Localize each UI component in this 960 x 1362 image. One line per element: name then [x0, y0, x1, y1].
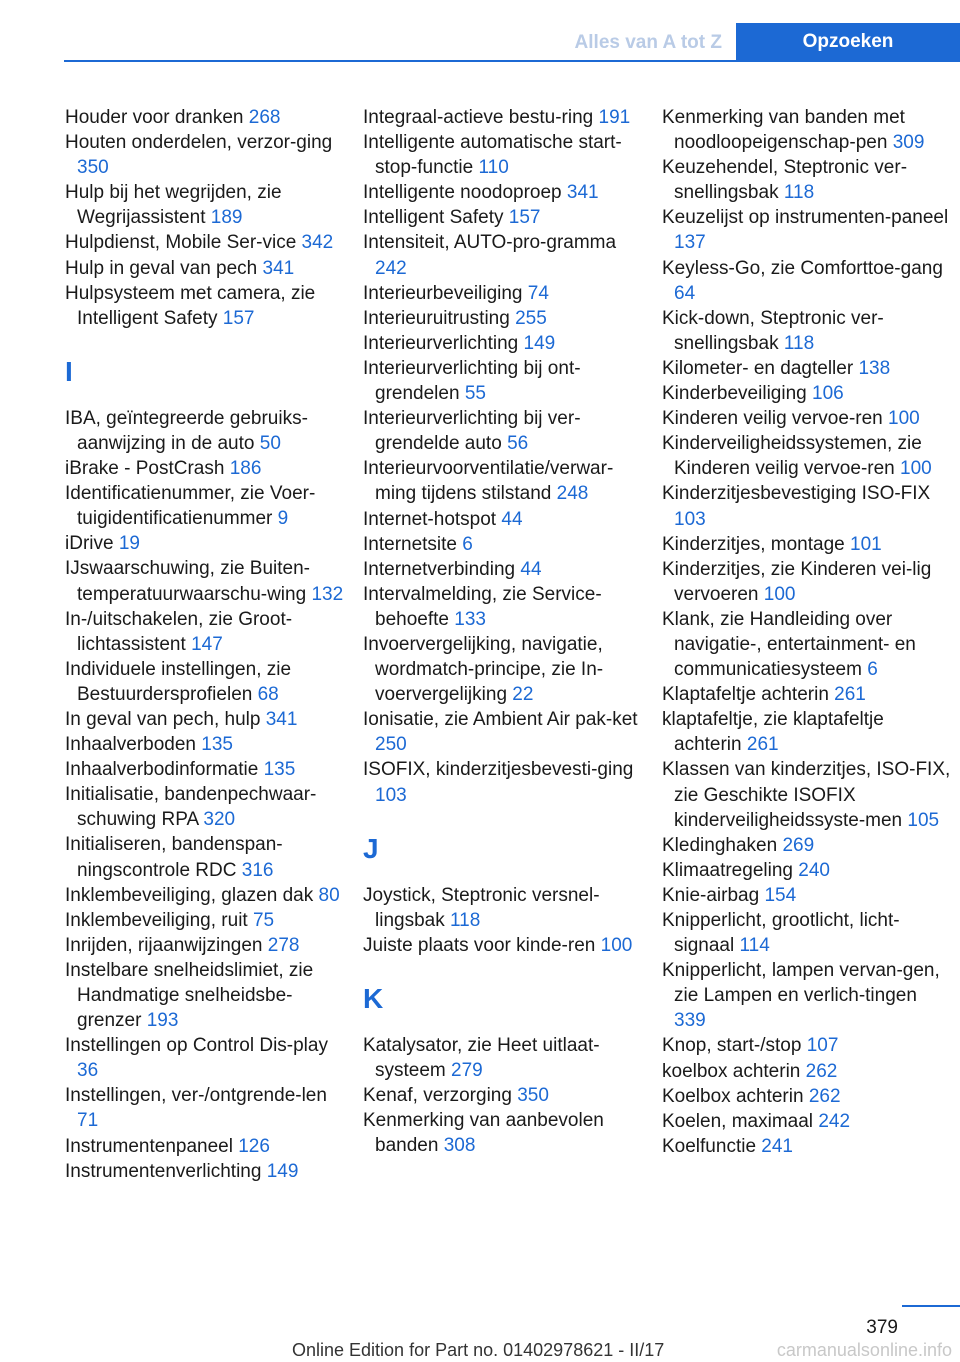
- index-entry: [662, 105, 952, 155]
- index-entry: [65, 281, 350, 331]
- index-entry-text: Integraal-actieve bestu-ring: [363, 107, 594, 128]
- index-entry-page-link[interactable]: 68: [257, 683, 279, 705]
- index-entry-page-link[interactable]: 137: [674, 232, 706, 254]
- index-entry-page-link[interactable]: 44: [520, 558, 542, 580]
- index-entry-page-link[interactable]: 110: [478, 157, 509, 179]
- index-entry: [662, 833, 952, 858]
- index-entry-text: Instellingen op Control Dis-play: [65, 1035, 328, 1057]
- index-letter-heading: K: [363, 982, 384, 1014]
- index-entry-text: Kick-down, Steptronic ver-snellingsbak: [662, 307, 884, 354]
- index-entry: [65, 657, 350, 707]
- index-entry: [363, 707, 648, 757]
- index-entry-page-link[interactable]: 157: [222, 307, 255, 329]
- index-entry-text: In-/uitschakelen, zie Groot-lichtassistent: [65, 608, 293, 655]
- index-entry-page-link[interactable]: 135: [263, 759, 296, 781]
- index-letter-heading: I: [65, 355, 73, 387]
- index-entry-text: Inrijden, rijaanwijzingen: [65, 934, 263, 956]
- index-entry: [65, 105, 350, 130]
- index-entry-text: iBrake - PostCrash: [65, 458, 225, 480]
- index-entry-page-link[interactable]: 242: [375, 257, 407, 279]
- index-entry-page-link[interactable]: 261: [834, 684, 866, 706]
- index-entry-page-link[interactable]: 154: [764, 884, 797, 906]
- header-tab-opzoeken[interactable]: Opzoeken: [736, 23, 960, 61]
- index-entry-page-link[interactable]: 80: [318, 884, 340, 906]
- index-entry-text: Houten onderdelen, verzor-ging: [65, 132, 333, 154]
- index-entry-page-link[interactable]: 149: [266, 1160, 299, 1182]
- index-entry-text: Kinderbeveiliging: [662, 383, 807, 405]
- index-entry-text: Interieurverlichting: [363, 332, 519, 354]
- index-entry-page-link[interactable]: 114: [739, 935, 770, 957]
- index-entry-text: Instelbare snelheidslimiet, zie Handmatige snelheidsbe-grenzer: [65, 959, 314, 1032]
- index-entry-text: Knipperlicht, grootlicht, licht-signaal: [662, 910, 900, 957]
- index-entry-text: Individuele instellingen, zie Bestuurdersprofielen: [65, 658, 292, 705]
- index-entry: [662, 256, 952, 306]
- index-entry-page-link[interactable]: 74: [527, 282, 549, 304]
- index-entry: [65, 1083, 350, 1133]
- index-entry-page-link[interactable]: 118: [783, 332, 815, 354]
- index-entry-page-link[interactable]: 262: [808, 1085, 841, 1107]
- index-entry-text: Intelligente automatische start-stop-functie: [363, 132, 622, 179]
- index-entry: [65, 707, 350, 732]
- index-entry-text: Keuzehendel, Steptronic ver-snellingsbak: [662, 157, 908, 204]
- index-entry: [662, 1084, 952, 1109]
- index-entry: [65, 406, 350, 456]
- index-entry-text: Interieuruitrusting: [363, 307, 510, 329]
- index-entry-text: Ionisatie, zie Ambient Air pak-ket: [363, 709, 638, 731]
- index-entry-text: Kenaf, verzorging: [363, 1085, 512, 1107]
- index-entry: [363, 230, 648, 280]
- index-entry: [363, 130, 648, 180]
- index-entry: [662, 481, 952, 531]
- index-entry-text: Katalysator, zie Heet uitlaat-systeem: [363, 1034, 600, 1081]
- index-entry-text: Inklembeveiliging, ruit: [65, 909, 248, 931]
- index-entry-text: Inhaalverboden: [65, 734, 196, 756]
- index-entry: [65, 456, 350, 481]
- index-column-3: [662, 105, 952, 1159]
- index-entry: [662, 908, 952, 958]
- index-entry-text: Identificatienummer, zie Voer-tuigidentificatienummer: [65, 483, 316, 530]
- index-entry-page-link[interactable]: 100: [888, 408, 920, 430]
- index-entry: [662, 858, 952, 883]
- index-entry-text: Hulpsysteem met camera, zie Intelligent Safety: [65, 282, 316, 329]
- index-entry-text: Klimaatregeling: [662, 859, 793, 881]
- index-entry-page-link[interactable]: 138: [858, 357, 891, 379]
- index-entry-page-link[interactable]: 100: [763, 583, 796, 605]
- index-entry-text: Kinderveiligheidssystemen, zie Kinderen veilig vervoe-ren: [662, 433, 922, 480]
- index-entry-text: Houder voor dranken: [65, 107, 244, 128]
- index-entry-text: ISOFIX, kinderzitjesbevesti-ging: [363, 759, 634, 781]
- index-entry: [65, 958, 350, 1033]
- index-entry: [662, 883, 952, 908]
- index-entry-page-link[interactable]: 193: [146, 1010, 179, 1032]
- index-entry-text: Knie-airbag: [662, 884, 760, 906]
- index-entry-text: Kenmerking van aanbevolen banden: [363, 1110, 604, 1157]
- watermark: carmanualsonline.info: [776, 1340, 952, 1360]
- index-entry-page-link[interactable]: 309: [892, 132, 925, 154]
- index-entry-page-link[interactable]: 100: [900, 458, 932, 480]
- index-entry-page-link[interactable]: 241: [761, 1135, 793, 1157]
- index-entry-page-link[interactable]: 101: [850, 533, 882, 555]
- index-entry-page-link[interactable]: 19: [118, 533, 140, 555]
- index-entry-text: Instellingen, ver-/ontgrende-len: [65, 1085, 327, 1107]
- index-entry: [363, 1108, 648, 1158]
- index-entry-page-link[interactable]: 339: [674, 1010, 706, 1032]
- index-entry-text: Koelen, maximaal: [662, 1110, 814, 1132]
- index-entry-text: Klassen van kinderzitjes, ISO-FIX, zie Geschikte ISOFIX kinderveiligheidssyste-men: [662, 759, 951, 831]
- index-entry-page-link[interactable]: 126: [238, 1135, 270, 1157]
- index-entry-page-link[interactable]: 36: [77, 1060, 99, 1082]
- index-entry: [65, 130, 350, 180]
- index-entry: [65, 732, 350, 757]
- index-entry-page-link[interactable]: 44: [501, 508, 523, 530]
- index-entry-page-link[interactable]: 6: [462, 533, 473, 555]
- index-entry-page-link[interactable]: 105: [907, 809, 940, 831]
- index-entry-page-link[interactable]: 248: [556, 483, 589, 505]
- index-entry-page-link[interactable]: 55: [464, 383, 486, 405]
- index-entry-text: Koelfunctie: [662, 1135, 757, 1157]
- index-entry: [363, 105, 648, 130]
- index-entry-text: Instrumentenverlichting: [65, 1160, 262, 1182]
- index-column-1: [65, 105, 350, 1184]
- index-entry-page-link[interactable]: 341: [566, 182, 599, 204]
- index-entry: [65, 782, 350, 832]
- index-entry-text: Interieurbeveiliging: [363, 282, 523, 304]
- index-entry: [65, 1033, 350, 1083]
- index-entry: [662, 1134, 952, 1159]
- header-section-label: Alles van A tot Z: [574, 32, 722, 53]
- index-entry: [363, 532, 648, 557]
- footer-edition: Online Edition for Part no. 01402978621 - II/17: [292, 1340, 665, 1360]
- index-entry-text: Kenmerking van banden met noodloopeigenschap-pen: [662, 107, 905, 154]
- index-entry-page-link[interactable]: 255: [515, 307, 547, 329]
- index-entry-page-link[interactable]: 71: [77, 1110, 99, 1132]
- index-entry-page-link[interactable]: 350: [517, 1085, 549, 1107]
- index-entry: [363, 1033, 648, 1083]
- index-entry-text: Knipperlicht, lampen vervan-gen, zie Lampen en verlich-tingen: [662, 960, 940, 1007]
- index-entry-text: iDrive: [65, 533, 114, 555]
- index-entry-page-link[interactable]: 278: [267, 934, 300, 956]
- index-entry-text: IJswaarschuwing, zie Buiten-temperatuurwaarschu-wing: [65, 558, 310, 605]
- index-entry: [662, 356, 952, 381]
- index-entry: [65, 607, 350, 657]
- index-entry-page-link[interactable]: 64: [674, 282, 696, 304]
- index-entry: [662, 607, 952, 682]
- index-entry-page-link[interactable]: 342: [301, 232, 334, 254]
- index-entry-page-link[interactable]: 262: [805, 1060, 838, 1082]
- index-entry-text: Initialisatie, bandenpechwaar-schuwing RPA: [65, 784, 317, 831]
- index-entry: [662, 707, 952, 757]
- index-entry: [363, 1083, 648, 1108]
- index-entry-text: Klank, zie Handleiding over navigatie-, entertainment- en communicatiesysteem: [662, 608, 916, 681]
- index-entry: [363, 180, 648, 205]
- index-entry-text: Joystick, Steptronic versnel-lingsbak: [363, 884, 600, 931]
- index-entry-page-link[interactable]: 341: [262, 257, 295, 279]
- index-entry-page-link[interactable]: 118: [783, 182, 815, 204]
- index-entry: [363, 507, 648, 532]
- index-entry-text: Inhaalverbodinformatie: [65, 759, 259, 781]
- index-entry-page-link[interactable]: 6: [867, 659, 878, 681]
- index-entry-text: Interieurvoorventilatie/verwar-ming tijdens stilstand: [363, 458, 614, 505]
- page-number: 379: [866, 1317, 898, 1338]
- index-entry: [65, 883, 350, 908]
- index-entry: [363, 331, 648, 356]
- index-entry-page-link[interactable]: 261: [746, 734, 779, 756]
- index-entry: [363, 757, 648, 807]
- index-entry: [662, 1033, 952, 1058]
- index-entry-page-link[interactable]: 75: [252, 909, 275, 931]
- index-entry-page-link[interactable]: 50: [259, 432, 281, 454]
- index-entry-page-link[interactable]: 189: [210, 207, 243, 229]
- index-entry: [65, 256, 350, 281]
- index-entry: [363, 281, 648, 306]
- index-entry-text: Internetverbinding: [363, 558, 516, 580]
- index-entry-text: Kledinghaken: [662, 834, 778, 856]
- index-entry: [662, 1109, 952, 1134]
- index-entry-page-link[interactable]: 308: [443, 1135, 476, 1157]
- index-entry-page-link[interactable]: 269: [782, 834, 815, 856]
- index-entry: [65, 1134, 350, 1159]
- index-entry-text: Internet-hotspot: [363, 508, 497, 530]
- index-entry-page-link[interactable]: 157: [508, 207, 541, 229]
- index-entry-page-link[interactable]: 268: [248, 107, 281, 128]
- index-entry: [363, 205, 648, 230]
- index-entry: [363, 306, 648, 331]
- index-entry: [662, 381, 952, 406]
- index-entry-text: Knop, start-/stop: [662, 1035, 802, 1057]
- index-entry-page-link[interactable]: 149: [523, 332, 556, 354]
- index-entry-text: Juiste plaats voor kinde-ren: [363, 934, 596, 956]
- index-letter-heading: J: [363, 832, 379, 864]
- index-entry: [65, 556, 350, 606]
- index-entry: [363, 582, 648, 632]
- index-entry: [662, 682, 952, 707]
- index-entry-page-link[interactable]: 191: [598, 107, 631, 128]
- index-entry-text: Kilometer- en dagteller: [662, 357, 854, 379]
- index-entry: [65, 481, 350, 531]
- index-entry: [662, 155, 952, 205]
- index-entry: [363, 356, 648, 406]
- index-entry-page-link[interactable]: 107: [806, 1035, 839, 1057]
- index-entry-text: Instrumentenpaneel: [65, 1135, 233, 1157]
- index-entry-text: Hulp bij het wegrijden, zie Wegrijassistent: [65, 182, 282, 229]
- index-entry-text: Kinderzitjesbevestiging ISO-FIX: [662, 483, 931, 505]
- index-entry-page-link[interactable]: 56: [507, 433, 529, 455]
- index-entry-page-link[interactable]: 279: [451, 1060, 483, 1081]
- index-entry-text: Klaptafeltje achterin: [662, 684, 829, 706]
- index-entry-page-link[interactable]: 350: [77, 157, 109, 179]
- index-entry: [662, 306, 952, 356]
- footer-rule: [902, 1305, 960, 1307]
- index-entry-page-link[interactable]: 22: [512, 684, 534, 706]
- index-entry-page-link[interactable]: 133: [454, 608, 486, 630]
- index-entry: [65, 908, 350, 933]
- index-entry-page-link[interactable]: 186: [229, 458, 262, 480]
- index-entry-text: Keyless-Go, zie Comforttoe-gang: [662, 257, 943, 279]
- index-entry-text: Koelbox achterin: [662, 1085, 804, 1107]
- index-entry: [662, 406, 952, 431]
- index-entry: [662, 958, 952, 1033]
- index-entry: [363, 933, 648, 958]
- index-entry-text: Interieurverlichting bij ont-grendelen: [363, 357, 581, 405]
- index-entry: [662, 205, 952, 255]
- index-entry: [363, 406, 648, 456]
- index-entry-page-link[interactable]: 103: [674, 508, 706, 530]
- index-entry-text: Intelligent Safety: [363, 207, 504, 229]
- index-entry: [65, 180, 350, 230]
- index-entry-page-link[interactable]: 242: [818, 1110, 851, 1132]
- index-entry-page-link[interactable]: 135: [201, 734, 233, 756]
- index-entry: [662, 1059, 952, 1084]
- index-entry: [363, 632, 648, 707]
- index-entry-text: IBA, geïntegreerde gebruiks-aanwijzing in de auto: [65, 407, 308, 454]
- index-entry-text: Kinderen veilig vervoe-ren: [662, 408, 883, 430]
- index-entry-page-link[interactable]: 9: [277, 508, 289, 530]
- index-entry-text: Intelligente noodoproep: [363, 182, 562, 204]
- index-entry-page-link[interactable]: 250: [375, 734, 407, 756]
- index-entry-text: klaptafeltje, zie klaptafeltje achterin: [662, 709, 884, 756]
- index-entry-page-link[interactable]: 147: [191, 633, 223, 655]
- index-entry: [662, 532, 952, 557]
- index-entry-page-link[interactable]: 320: [203, 809, 236, 831]
- index-entry: [65, 1159, 350, 1184]
- header-rule: [64, 60, 960, 62]
- index-entry-page-link[interactable]: 316: [241, 859, 274, 881]
- index-entry: [65, 230, 350, 255]
- index-entry-text: koelbox achterin: [662, 1060, 801, 1082]
- index-entry-text: Inklembeveiliging, glazen dak: [65, 884, 314, 906]
- index-entry: [662, 557, 952, 607]
- index-entry-text: Intervalmelding, zie Service-behoefte: [363, 583, 602, 630]
- index-entry-text: Invoervergelijking, navigatie, wordmatch-principe, zie In-voervergelijking: [363, 633, 604, 706]
- index-entry-text: Kinderzitjes, montage: [662, 533, 845, 555]
- index-entry-text: Hulp in geval van pech: [65, 257, 258, 279]
- index-entry-text: Keuzelijst op instrumenten-paneel: [662, 207, 949, 229]
- index-entry-page-link[interactable]: 341: [265, 708, 298, 730]
- index-entry: [363, 883, 648, 933]
- index-entry-page-link[interactable]: 103: [375, 784, 407, 806]
- index-entry-page-link[interactable]: 100: [600, 934, 633, 956]
- index-entry-page-link[interactable]: 132: [311, 583, 344, 605]
- index-entry-text: Initialiseren, bandenspan-ningscontrole RDC: [65, 834, 283, 881]
- index-entry: [363, 557, 648, 582]
- index-entry-text: In geval van pech, hulp: [65, 708, 261, 730]
- index-entry: [65, 531, 350, 556]
- index-column-2: [363, 105, 648, 1158]
- index-entry-page-link[interactable]: 240: [798, 859, 830, 881]
- index-entry-text: Hulpdienst, Mobile Ser-vice: [65, 232, 297, 254]
- index-entry-text: Internetsite: [363, 533, 457, 555]
- index-entry: [65, 832, 350, 882]
- index-entry: [65, 757, 350, 782]
- index-entry-text: Kinderzitjes, zie Kinderen vei-lig vervoeren: [662, 558, 932, 605]
- index-entry-page-link[interactable]: 106: [812, 383, 844, 405]
- index-entry: [662, 757, 952, 832]
- index-entry-page-link[interactable]: 118: [450, 909, 481, 931]
- index-entry: [65, 933, 350, 958]
- index-entry-text: Intensiteit, AUTO-pro-gramma: [363, 232, 617, 254]
- index-entry: [363, 456, 648, 506]
- index-entry: [662, 431, 952, 481]
- index-entry-text: Interieurverlichting bij ver-grendelde auto: [363, 408, 581, 455]
